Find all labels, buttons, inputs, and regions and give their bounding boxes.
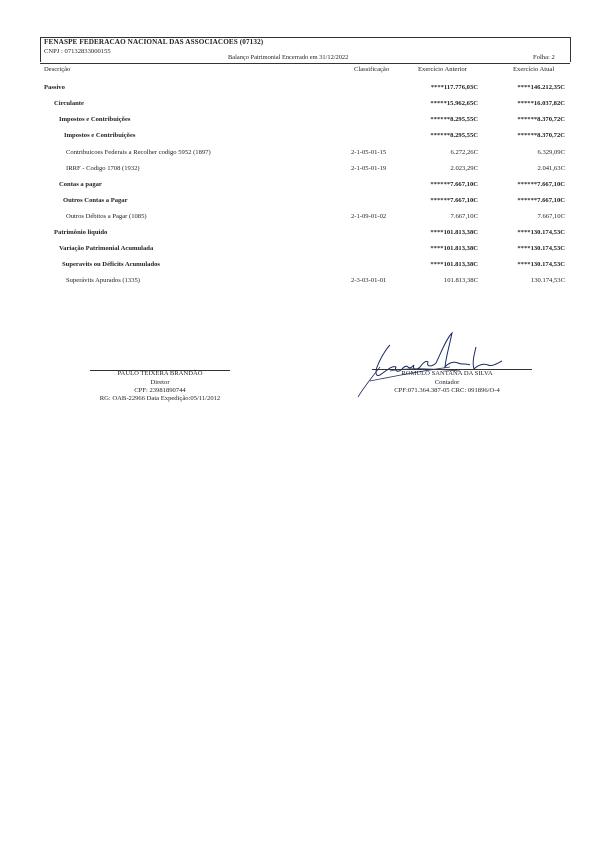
row-classification: 2-1-05-01-15: [351, 149, 387, 156]
row-description: Impostos e Contribuições: [64, 132, 136, 139]
row-description: Patrimônio liquido: [54, 229, 108, 236]
column-header-classificacao: Classificação: [354, 66, 390, 73]
row-current-year: ****130.174,53C: [517, 245, 565, 252]
row-current-year: *****16.037,82C: [517, 100, 565, 107]
table-row: [0, 197, 595, 209]
row-current-year: ****130.174,53C: [517, 261, 565, 268]
director-cpf: CPF: 23981890744: [134, 387, 186, 394]
table-row: [0, 149, 595, 161]
row-description: Circulante: [54, 100, 84, 107]
row-previous-year: ****101.813,38C: [430, 245, 478, 252]
row-description: Variação Patrimonial Acumulada: [59, 245, 154, 252]
accountant-name: ROMULO SANTANA DA SILVA: [401, 370, 493, 377]
row-previous-year: ****101.813,38C: [430, 229, 478, 236]
table-row: [0, 261, 595, 273]
row-previous-year: ******8.295,55C: [430, 132, 478, 139]
row-current-year: 130.174,53C: [530, 277, 565, 284]
row-previous-year: 2.023,29C: [450, 165, 478, 172]
row-current-year: 2.041,63C: [537, 165, 565, 172]
row-previous-year: 6.272,26C: [450, 149, 478, 156]
row-classification: 2-3-03-01-01: [351, 277, 387, 284]
row-classification: 2-1-05-01-19: [351, 165, 387, 172]
table-row: [0, 277, 595, 289]
column-header-atual: Exercício Atual: [513, 66, 555, 73]
page-number: Folha: 2: [533, 54, 555, 61]
row-description: Impostos e Contribuições: [59, 116, 131, 123]
row-previous-year: ******7.667,10C: [430, 181, 478, 188]
row-description: Outros Contas a Pagar: [63, 197, 128, 204]
table-row: [0, 100, 595, 112]
row-current-year: ****130.174,53C: [517, 229, 565, 236]
table-row: [0, 181, 595, 193]
director-name: PAULO TEIXERA BRANDÃO: [117, 370, 203, 377]
director-rg: RG: OAB-22966 Data Expedição:05/11/2012: [99, 395, 221, 402]
table-row: [0, 84, 595, 96]
table-row: [0, 116, 595, 128]
row-current-year: ******8.370,72C: [517, 116, 565, 123]
row-current-year: ******7.667,10C: [517, 181, 565, 188]
column-header-descricao: Descrição: [44, 66, 71, 73]
row-description: Outros Débitos a Pagar (1085): [66, 213, 147, 220]
column-header-anterior: Exercício Anterior: [418, 66, 467, 73]
row-previous-year: ******8.295,55C: [430, 116, 478, 123]
row-current-year: ******7.667,10C: [517, 197, 565, 204]
row-description: Contas a pagar: [59, 181, 102, 188]
row-previous-year: 7.667,10C: [450, 213, 478, 220]
row-current-year: 7.667,10C: [537, 213, 565, 220]
table-row: [0, 165, 595, 177]
report-title: Balanço Patrimonial Encerrado em 31/12/2022: [228, 54, 349, 61]
row-previous-year: ****101.813,38C: [430, 261, 478, 268]
row-current-year: 6.329,09C: [537, 149, 565, 156]
row-previous-year: *****15.962,65C: [430, 100, 478, 107]
row-current-year: ****146.212,35C: [517, 84, 565, 91]
row-description: Superávits Apurados (1335): [66, 277, 140, 284]
row-classification: 2-1-09-01-02: [351, 213, 387, 220]
row-previous-year: 101.813,38C: [443, 277, 478, 284]
organization-name: FENASPE FEDERACAO NACIONAL DAS ASSOCIACOES (07132): [44, 38, 264, 46]
row-description: Superavits ou Déficits Acumulados: [62, 261, 160, 268]
row-previous-year: ******7.667,10C: [430, 197, 478, 204]
table-row: [0, 213, 595, 225]
table-row: [0, 245, 595, 257]
accountant-role: Contador: [434, 379, 460, 386]
director-role: Diretor: [150, 379, 170, 386]
table-row: [0, 229, 595, 241]
row-description: Contribuicoes Federais a Recolher codigo 5952 (1897): [66, 149, 211, 156]
header-divider: [40, 63, 570, 64]
row-previous-year: ****117.776,03C: [430, 84, 478, 91]
row-description: IRRF - Codigo 1708 (1932): [66, 165, 140, 172]
accountant-cpf-crc: CPF:071.364.387-05 CRC: 091896/O-4: [394, 387, 500, 394]
row-current-year: ******8.370,72C: [517, 132, 565, 139]
cnpj: CNPJ : 07132833000155: [44, 48, 111, 55]
handwritten-signature: [350, 327, 520, 407]
row-description: Passivo: [44, 84, 65, 91]
table-row: [0, 132, 595, 144]
